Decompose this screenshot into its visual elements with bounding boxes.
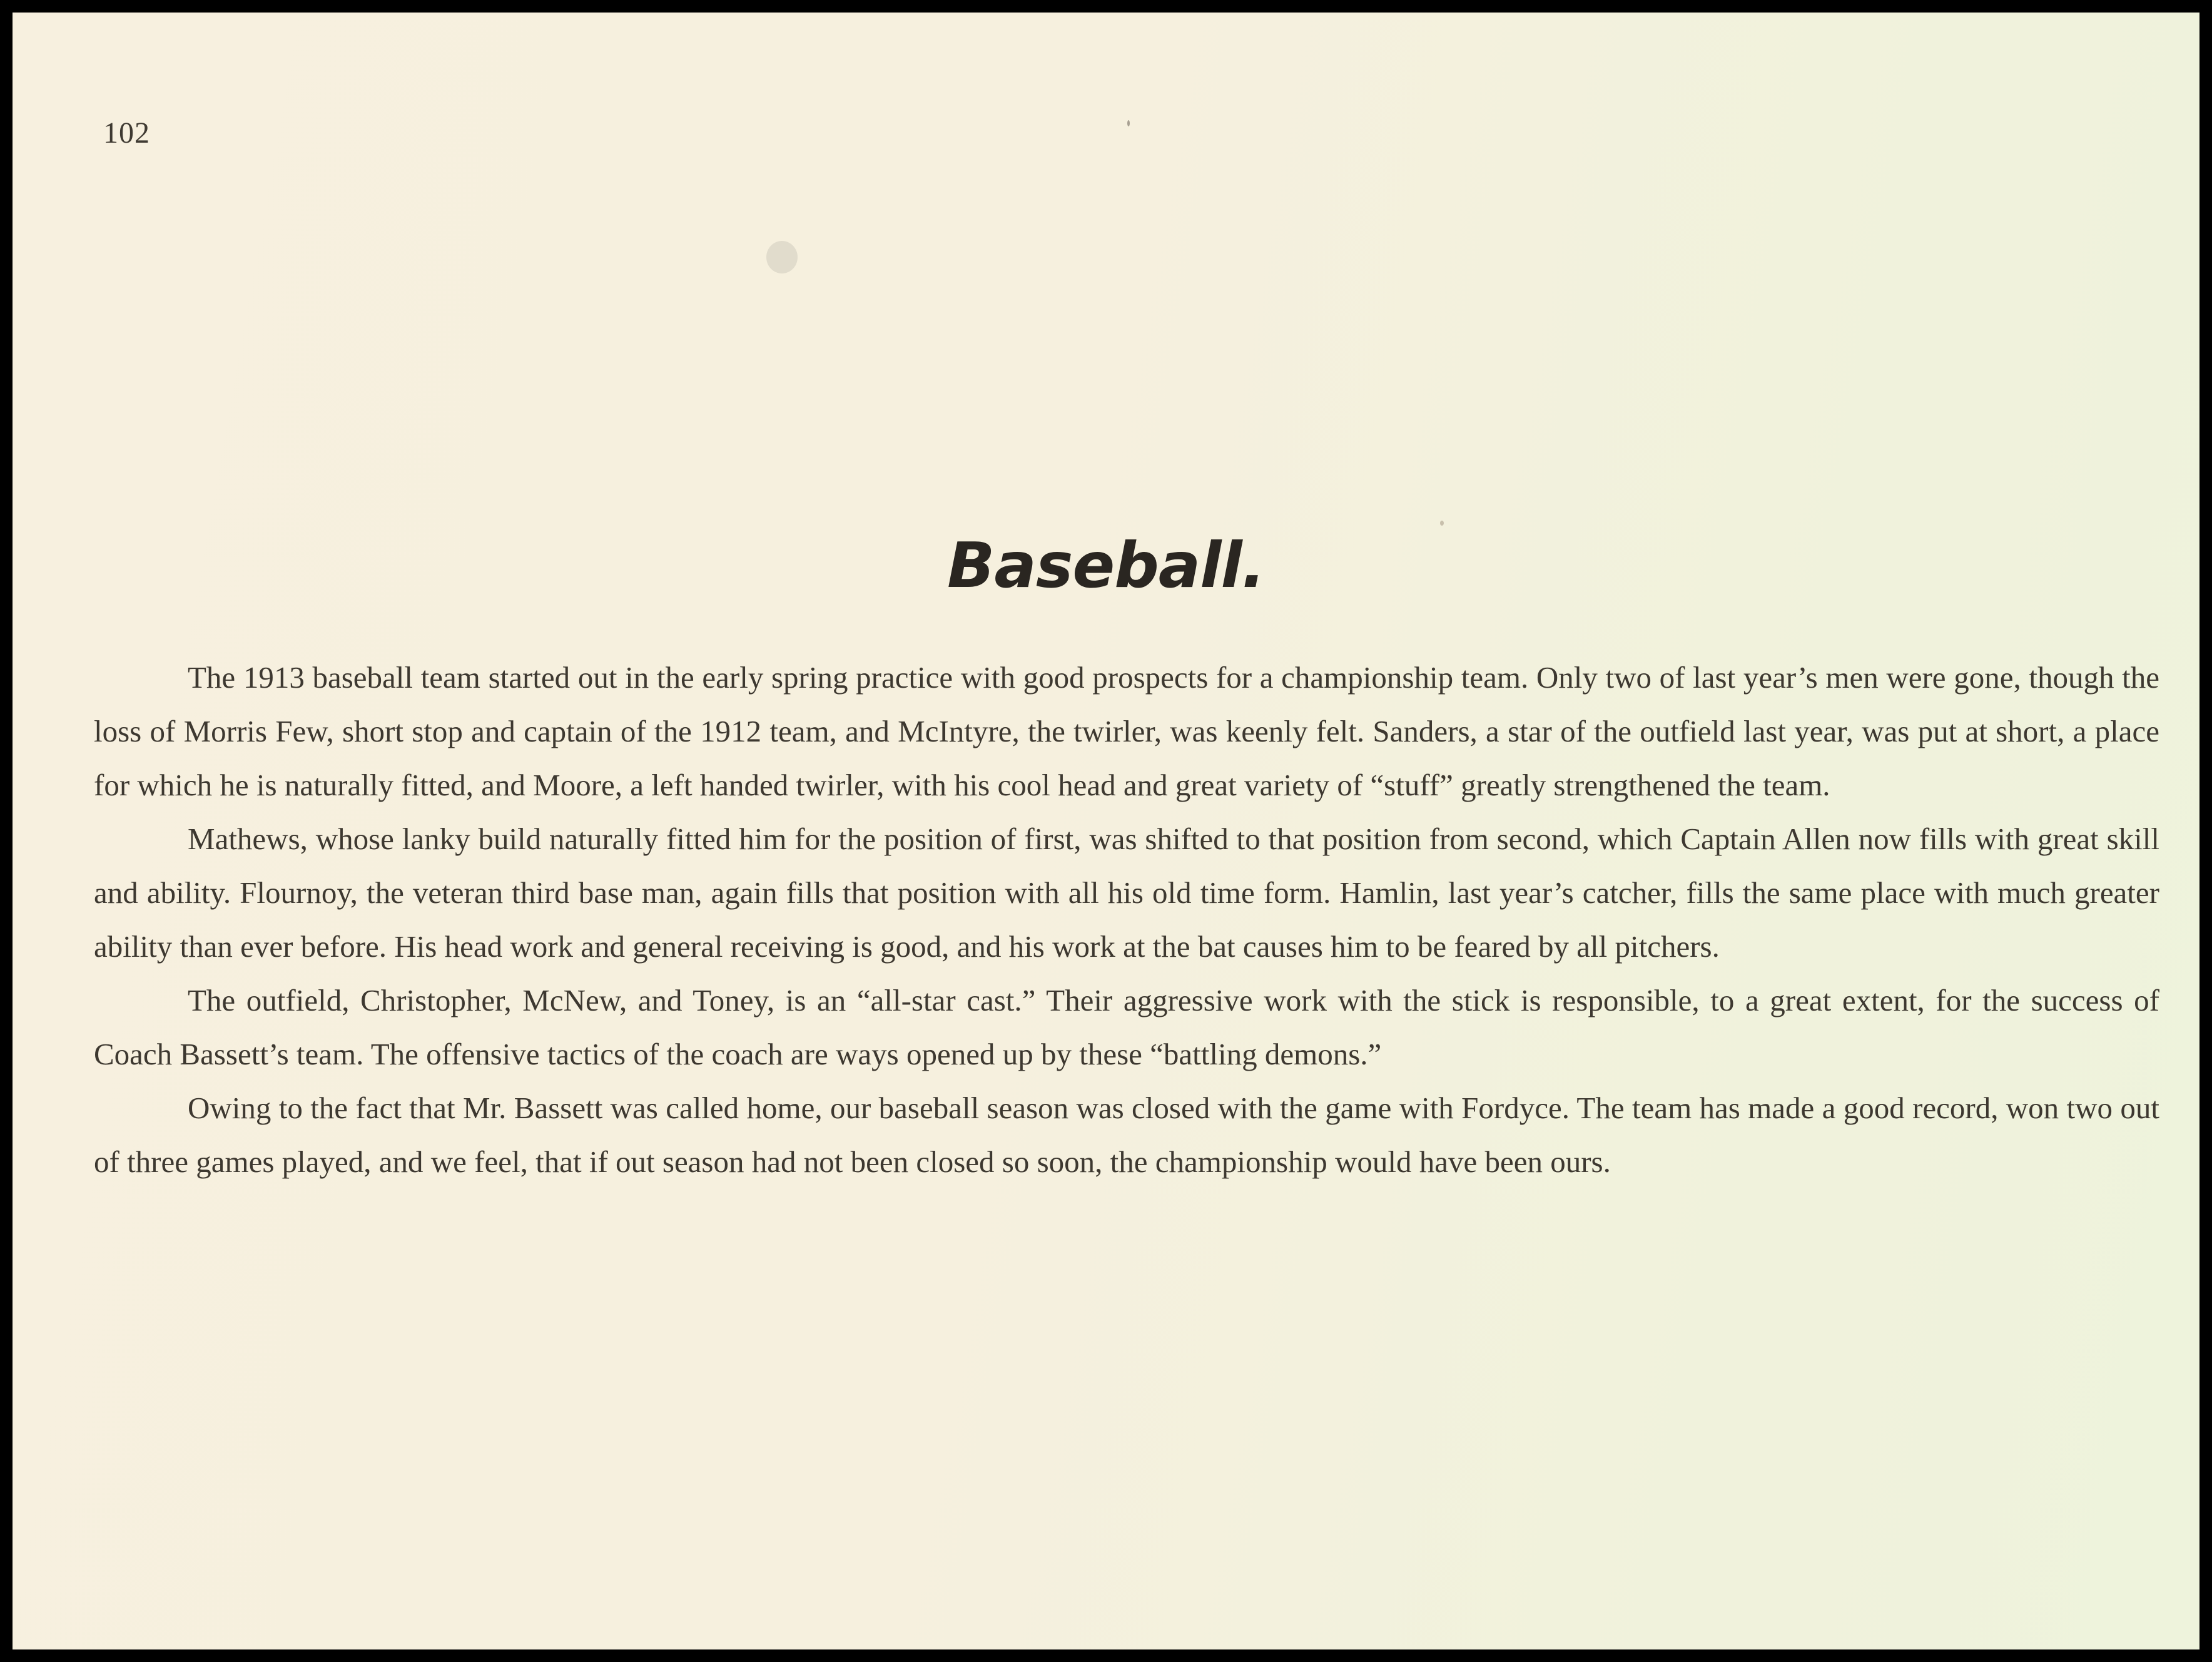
paragraph: Mathews, whose lanky build naturally fitted him for the position of first, was shifted to that position from second, which Captain Allen now fills with great skill and ability. Flournoy, the veteran third base man, again fills that position with all his old time form. Hamlin, last year’s catcher, fills the same place with much greater ability than ever before. His head work and general receiving is good, and his work at the bat causes him to be feared by all pitchers. xyxy=(94,822,2159,964)
article-body xyxy=(94,651,2159,1189)
paper-stain xyxy=(766,241,798,273)
paragraph: The 1913 baseball team started out in the early spring practice with good prospects for a championship team. Only two of last year’s men were gone, though the loss of Morris Few, short stop and captain of the 1912 team, and McIntyre, the twirler, was keenly felt. Sanders, a star of the outfield last year, was put at short, a place for which he is naturally fitted, and Moore, a left handed twirler, with his cool head and great variety of “stuff” greatly strengthened the team. xyxy=(94,660,2159,802)
paper-speck xyxy=(1440,521,1444,526)
paragraph: Owing to the fact that Mr. Bassett was called home, our baseball season was closed with the game with Fordyce. The team has made a good record, won two out of three games played, and we feel, that if out season had not been closed so soon, the championship would have been ours. xyxy=(94,1091,2159,1179)
page-number: 102 xyxy=(103,116,150,150)
paragraph: The outfield, Christopher, McNew, and Toney, is an “all-star cast.” Their aggressive work with the stick is responsible, to a great extent, for the success of Coach Bassett’s team. The offensive tactics of the coach are ways opened up by these “battling demons.” xyxy=(94,983,2159,1071)
paper-speck xyxy=(1127,120,1130,126)
article-title: Baseball. xyxy=(947,529,1265,602)
